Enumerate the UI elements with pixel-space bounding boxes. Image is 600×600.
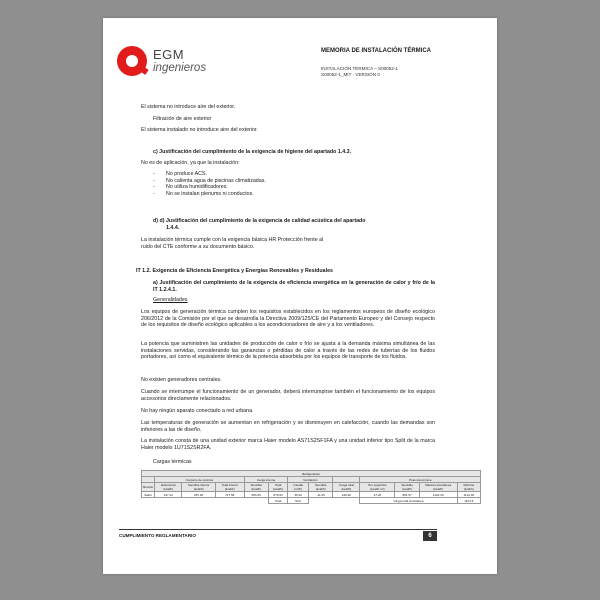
generalidades-heading: Generalidades [153,297,188,303]
logo-subtitle: ingenieros [153,62,207,74]
table-col-header: Total (kcal/h) [268,483,287,492]
table-col-header: Recinto [142,483,155,492]
section-c-list [153,171,266,197]
table-group-cell: Ventilación [288,477,333,483]
reference-line-2: S00052-1_MIT · VERSIÓN 0 [321,72,380,77]
table-cell: 1124.30 [419,492,457,498]
it12-a-heading: a) Justificación del cumplimiento de la exigencia de eficiencia energética en la generación de calor y frío de la IT 1.2.4.1. [153,280,435,293]
table-col-header: Sensible (kcal/h) [244,483,268,492]
table-cell: 881.57 [395,492,419,498]
table-col-header: Sensible interior (kcal/h) [182,483,216,492]
section-d-heading-line2: 1.4.4. [166,224,180,231]
section-d-heading [153,218,366,231]
table-group-cell: Carga interna [244,477,288,483]
table-sim-label: Carga total simultánea [360,498,457,504]
table-cell: 246.90 [333,492,360,498]
table-total-row [142,498,481,504]
table-spacer [308,498,359,504]
table-column-row [142,483,481,492]
list-item: - No se instalan plenums ni conductos. [153,191,266,198]
it12-heading: IT 1.2. Exigencia de Eficiencia Energética y Energías Renovables y Residuales [136,268,333,274]
footer-divider [119,529,437,530]
table-col-header: Estructural (kcal/h) [155,483,182,492]
table-cell: 747.58 [215,492,244,498]
section-d-text: La instalación térmica cumple con la exigencia básica HR Protección frente al ruido del CTE conforme a su documento básico. [141,237,324,250]
table-cell: -11.06 [308,492,332,498]
table-col-header: Sensible (kcal/h) [308,483,332,492]
paragraph: La instalación consta de una unidad exterior marca Haier modelo AS71S2SF1FA y una unidad inferior tipo Split de la marca Haier modelo 1U71S2SR2FA. [141,438,435,451]
table-total-value: 54.0 [288,498,309,504]
table-col-header: Sensible (kcal/h) [395,483,419,492]
table-cell: 1124.30 [457,492,480,498]
table-col-header: Por superficie (kcal/h·m²) [360,483,395,492]
document-page [103,18,497,574]
table-col-header: Máxima (kcal/h) [457,483,480,492]
section-c-intro: No es de aplicación, ya que la instalación: [141,160,240,166]
page-number: 6 [423,531,437,541]
paragraph: El sistema no introduce aire del exterior. [141,104,236,110]
table-sim-value: 1124.3 [457,498,480,504]
footer-label: CUMPLIMIENTO REGLAMENTARIO [119,533,196,538]
paragraph: El sistema instalado no introduce aire del exterior. [141,127,258,133]
table-cell: 580.66 [244,492,268,498]
table-spacer [142,498,269,504]
table-col-header: Máxima simultánea (kcal/h) [419,483,457,492]
cargas-heading: Cargas térmicas [153,459,192,465]
table-top-header: Refrigeración [142,471,481,477]
table-group-cell: Potencia térmica [360,477,481,483]
document-title: MEMORIA DE INSTALACIÓN TÉRMICA [321,48,431,54]
subheading-filtration: Filtración de aire exterior [153,116,212,122]
cargas-table [141,470,481,504]
list-item: - No utiliza humidificadores. [153,184,266,191]
paragraph: No hay ningún aparato conectado a red urbana. [141,408,254,414]
paragraph: La potencia que suministren las unidades de producción de calor o frío se ajusta a la demanda máxima simultánea de las instalaciones servidas, considerando las ganancias o pérdidas de calor a través de las redes de tuberías de los fluidos portadores, así como el equivalente térmico de la potencia absorbida por los equipos de transporte de los fluidos. [141,341,435,361]
list-item: - No produce ACS. [153,171,266,178]
table-cell: 387.06 [182,492,216,498]
section-c-heading: c) Justificación del cumplimiento de la exigencia de higiene del apartado 1.4.3. [153,149,352,155]
table-group-cell: Conjunto de recintos [155,477,244,483]
document-reference [321,66,398,78]
table-cell: 46.00 [288,492,309,498]
table-cell: Salón [142,492,155,498]
table-cell: 870.03 [268,492,287,498]
list-item: - No calienta agua de piscinas climatizadas. [153,178,266,185]
table-col-header: Carga total (kcal/h) [333,483,360,492]
paragraph: Cuando se interrumpe el funcionamiento de un generador, deberá interrumpirse también el funcionamiento de los equipos accesorios directamente relacionados. [141,389,435,402]
logo-name: EGM [153,47,185,62]
section-d-heading-line1: d) d) Justificación del cumplimiento de la exigencia de calidad acústica del apartado [153,218,366,224]
table-cell: 167.23 [155,492,182,498]
table-col-header: Caudal (m³/h) [288,483,309,492]
paragraph: No existen generadores centrales. [141,377,222,383]
table-cell: 47.26 [360,492,395,498]
table-col-header: Total interior (kcal/h) [215,483,244,492]
paragraph: Las temperaturas de generación se aumentan en refrigeración y se disminuyen en calefacción, cuando las demandas son inferiores a las de diseño. [141,420,435,433]
reference-line-1: INSTALACIÓN TÉRMICA – S00052-1 [321,66,398,71]
table-total-label: Total [268,498,287,504]
paragraph: Los equipos de generación térmica cumplen los requisitos establecidos en los reglamentos europeos de diseño ecológico 206/2012 de la Comisión por el que se desarrolla la Directiva 2009/125/CE del Parlamento Europeo y del Consejo respecto de los requisitos de diseño ecológico aplicables a los acondicionadores de aire y a los ventiladores. [141,309,435,329]
